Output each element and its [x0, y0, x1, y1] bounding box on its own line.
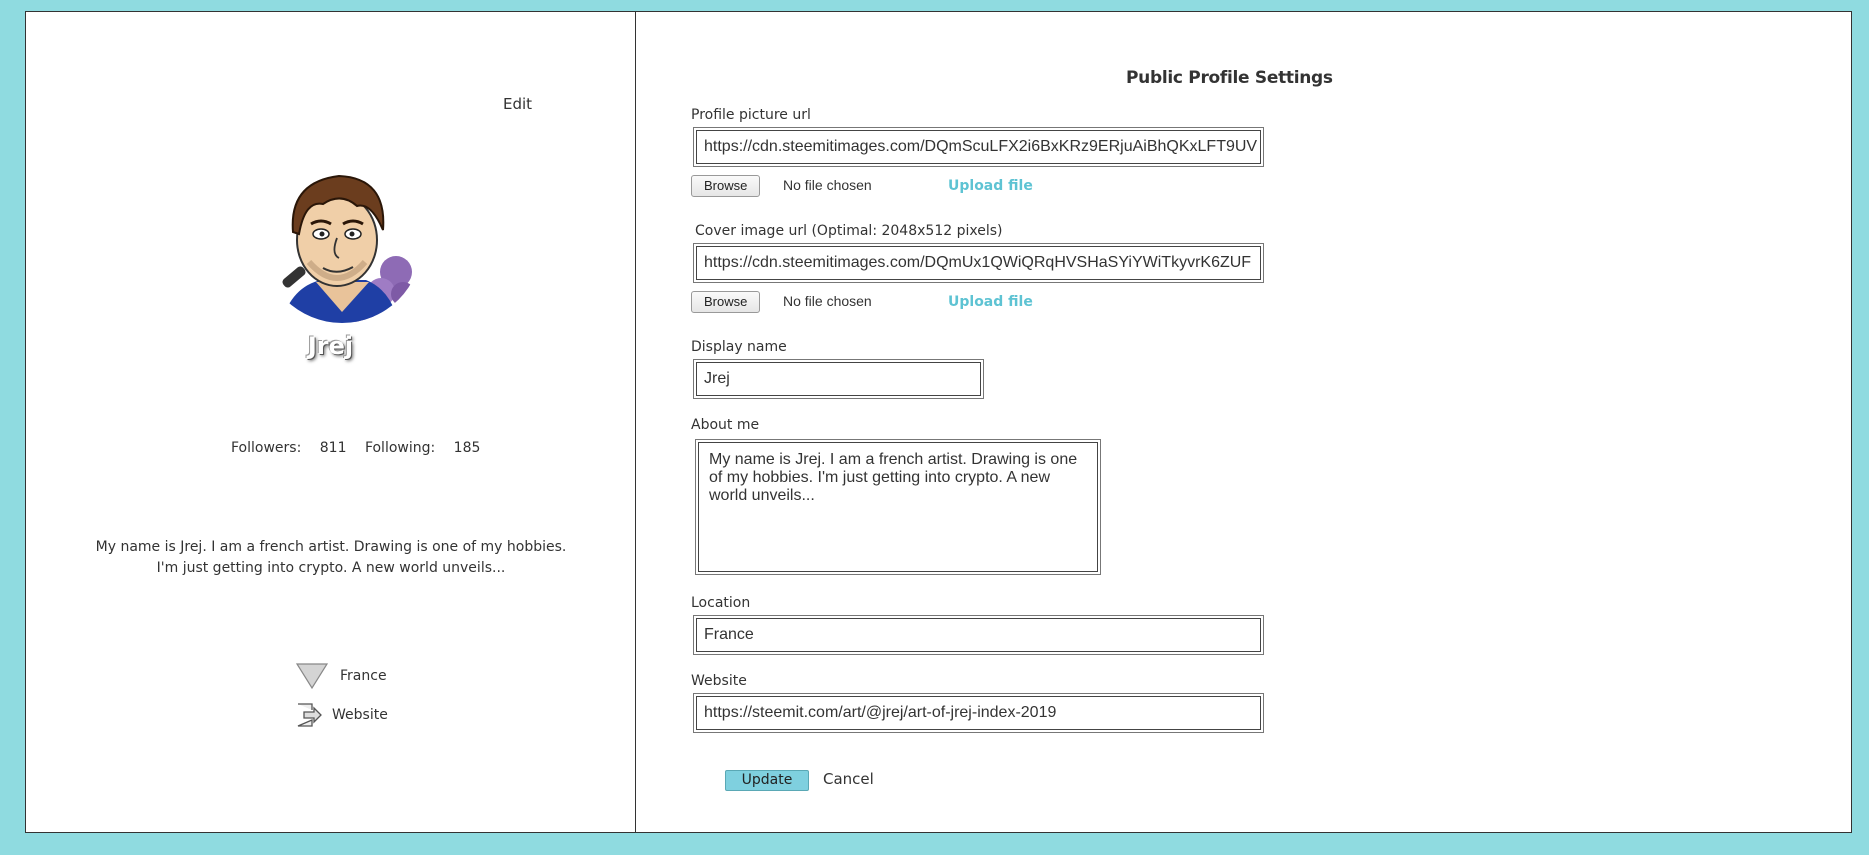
- profile-picture-url-input[interactable]: https://cdn.steemitimages.com/DQmScuLFX2i6BxKRz9ERjuAiBhQKxLFT9UV: [696, 130, 1261, 164]
- profile-picture-file-status: No file chosen: [783, 177, 872, 193]
- panel-divider: [635, 12, 636, 832]
- location-field-label: Location: [691, 595, 751, 611]
- website-field-label: Website: [691, 673, 747, 689]
- profile-website[interactable]: [296, 702, 388, 728]
- followers-label: Followers:: [231, 440, 302, 456]
- profile-picture-label: Profile picture url: [691, 107, 811, 123]
- cover-image-file-status: No file chosen: [783, 293, 872, 309]
- about-me-label: About me: [691, 417, 760, 433]
- cancel-button[interactable]: Cancel: [823, 770, 874, 788]
- profile-username: Jrej: [307, 332, 354, 360]
- location-label: France: [340, 668, 387, 684]
- profile-picture-browse-button[interactable]: Browse: [691, 175, 760, 197]
- location-input[interactable]: France: [696, 618, 1261, 652]
- website-input[interactable]: https://steemit.com/art/@jrej/art-of-jrej-index-2019: [696, 696, 1261, 730]
- location-triangle-icon: [296, 663, 328, 689]
- profile-bio: My name is Jrej. I am a french artist. Drawing is one of my hobbies. I'm just getting into crypto. A new world unveils...: [95, 539, 567, 576]
- cover-image-upload-link[interactable]: Upload file: [948, 294, 1033, 310]
- follow-stats: [231, 440, 494, 456]
- cover-image-browse-button[interactable]: Browse: [691, 291, 760, 313]
- cover-image-label: Cover image url (Optimal: 2048x512 pixels): [695, 223, 1003, 239]
- profile-picture-upload-link[interactable]: Upload file: [948, 178, 1033, 194]
- website-link-icon: [296, 702, 322, 728]
- followers-count[interactable]: 811: [319, 440, 347, 456]
- display-name-input[interactable]: Jrej: [696, 362, 981, 396]
- edit-profile-link[interactable]: Edit: [503, 95, 533, 113]
- website-label[interactable]: Website: [332, 707, 388, 723]
- page-title: Public Profile Settings: [1126, 68, 1333, 88]
- cover-image-url-input[interactable]: https://cdn.steemitimages.com/DQmUx1QWiQRqHVSHaSYiYWiTkyvrK6ZUF: [696, 246, 1261, 280]
- following-label: Following:: [364, 440, 436, 456]
- page-frame: [25, 11, 1852, 833]
- update-button[interactable]: Update: [725, 770, 809, 791]
- avatar: [261, 162, 423, 324]
- display-name-label: Display name: [691, 339, 787, 355]
- following-count[interactable]: 185: [453, 440, 481, 456]
- about-me-textarea[interactable]: My name is Jrej. I am a french artist. Drawing is one of my hobbies. I'm just getting into crypto. A new world unveils...: [698, 442, 1098, 572]
- profile-location: [296, 663, 387, 689]
